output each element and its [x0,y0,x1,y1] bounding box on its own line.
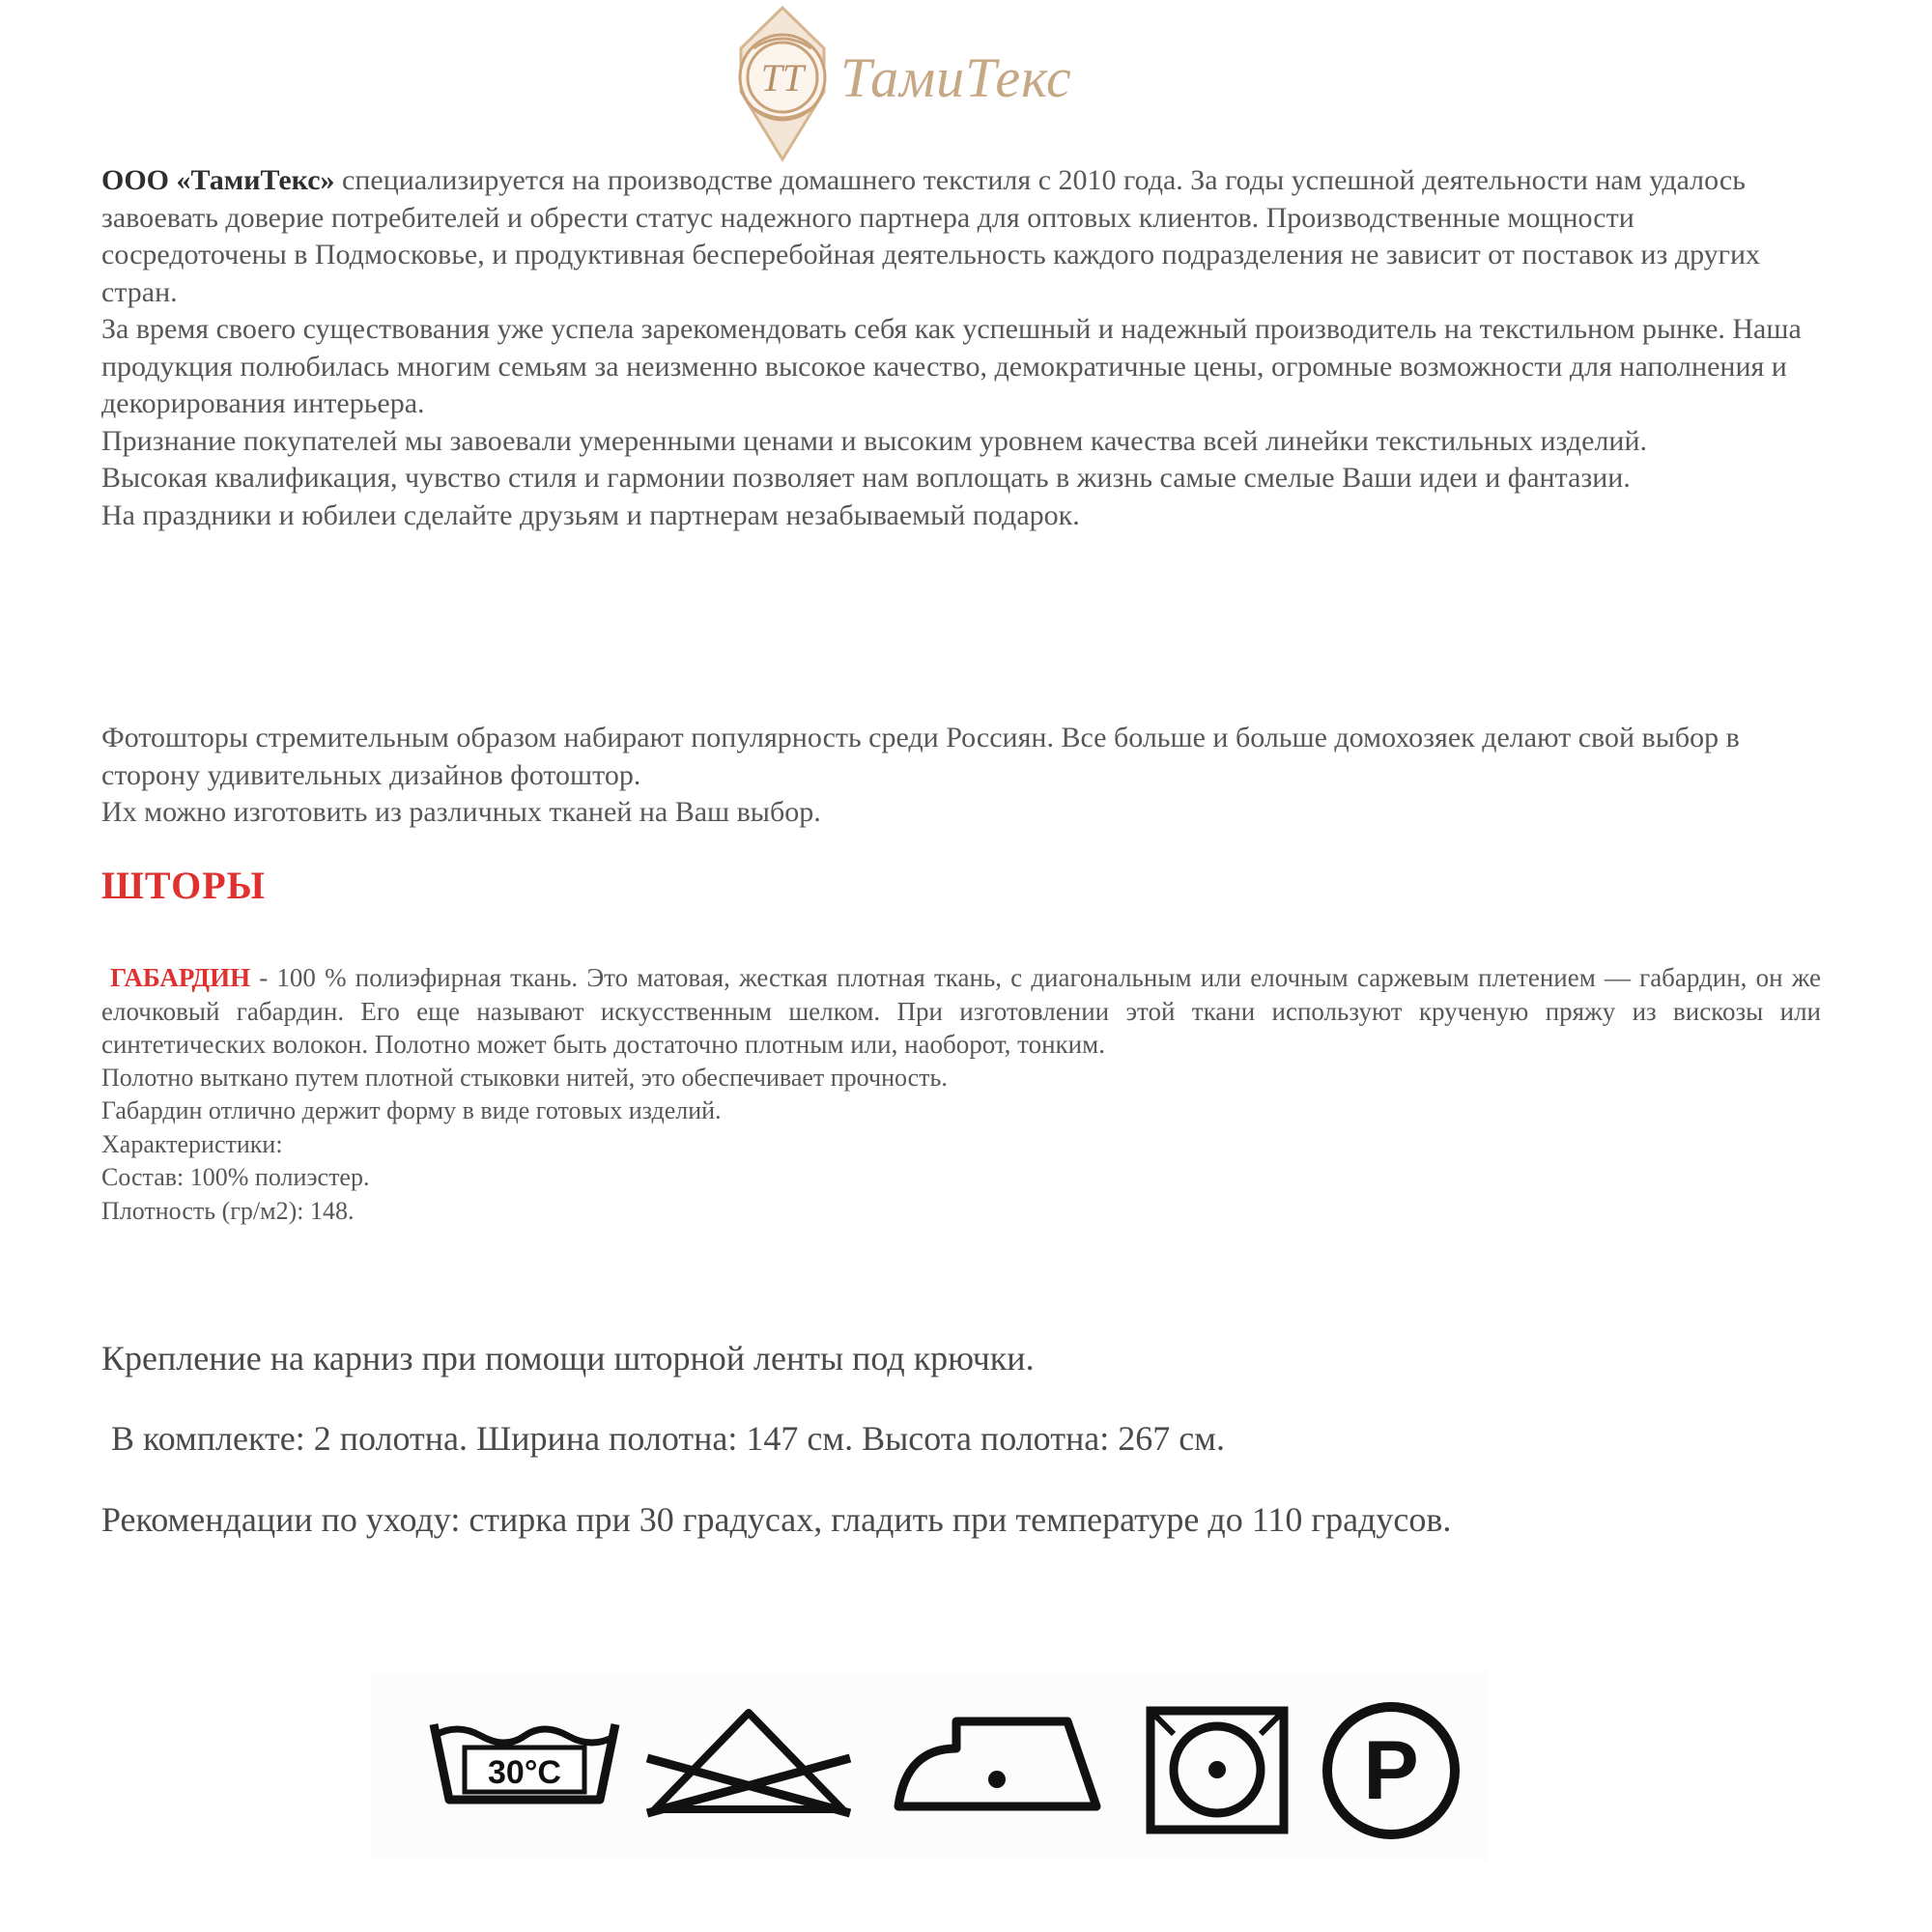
wash-30-icon [428,1715,621,1811]
company-intro [101,162,1821,534]
intro-paragraph-3: Признание покупателей мы завоевали умеренными ценами и высоким уровнем качества всей линейки текстильных изделий. [101,424,1648,457]
section-title-curtains: ШТОРЫ [101,864,266,907]
wash-temperature-label: 30°C [488,1754,561,1791]
intro-paragraph-1-text: специализируется на производстве домашнего текстиля с 2010 года. За годы успешной деятельности нам удалось завоевать доверие потребителей и обрести статус надежного партнера для оптовых клиентов. Производственные мощности сосредоточены в Подмосковье, и продуктивная бесперебойная деятельность каждого подразделения не зависит от поставок из других стран. [101,164,1761,308]
fabric-name: ГАБАРДИН [110,963,251,992]
no-bleach-icon [638,1705,860,1821]
care-recommendations: Рекомендации по уходу: стирка при 30 градусах, гладить при температуре до 110 градусов. [101,1500,1452,1539]
tumble-dry-icon [1145,1705,1290,1835]
fabric-line-shape: Габардин отлично держит форму в виде готовых изделий. [101,1096,722,1124]
kit-info: В комплекте: 2 полотна. Ширина полотна: 147 см. Высота полотна: 267 см. [111,1419,1225,1458]
fabric-desc: - 100 % полиэфирная ткань. Это матовая, жесткая плотная ткань, с диагональным или елочным саржевым плетением — габардин, он же елочковый габардин. Его еще называют искусственным шелком. При изготовлении этой ткани используют крученую пряжу из вискозы или синтетических волокон. Полотно может быть достаточно плотным или, наоборот, тонким. [101,963,1822,1059]
mounting-info: Крепление на карниз при помощи шторной ленты под крючки. [101,1339,1035,1378]
fabric-paragraph [101,961,1821,1062]
fabric-characteristics-title: Характеристики: [101,1129,283,1158]
company-name: ООО «ТамиТекс» [101,164,335,196]
logo-monogram: ТТ [760,56,805,99]
logo-brand-name: ТамиТекс [840,46,1072,109]
intro-paragraph-4: Высокая квалификация, чувство стиля и гармонии позволяет нам воплощать в жизнь самые смелые Ваши идеи и фантазии. [101,462,1631,494]
fabric-description [101,961,1821,1228]
care-icons-row [372,1671,1488,1860]
dry-clean-p-icon [1314,1698,1468,1843]
intro-paragraph-5: На праздники и юбилеи сделайте друзьям и партнерам незабываемый подарок. [101,498,1080,531]
fabric-composition: Состав: 100% полиэстер. [101,1163,370,1191]
photocurtains-intro [101,720,1821,832]
iron-dot-icon [988,1771,1006,1788]
fabric-line-strength: Полотно выткано путем плотной стыковки нитей, это обеспечивает прочность. [101,1063,948,1092]
intro-paragraph-2: За время своего существования уже успела зарекомендовать себя как успешный и надежный производитель на текстильном рынке. Наша продукция полюбилась многим семьям за неизменно высокое качество, демократичные цены, огромные возможности для наполнения и декорирования интерьера. [101,313,1802,419]
photo-paragraph-2: Их можно изготовить из различных тканей на Ваш выбор. [101,796,821,828]
photo-paragraph-1: Фотошторы стремительным образом набирают популярность среди Россиян. Все больше и больше домохозяек делают свой выбор в сторону удивительных дизайнов фотоштор. [101,722,1740,791]
intro-paragraph-1 [101,162,1821,311]
tamitex-logo [710,0,1212,164]
dry-clean-label: P [1363,1724,1419,1817]
iron-low-temp-icon [889,1710,1106,1816]
fabric-density: Плотность (гр/м2): 148. [101,1196,355,1225]
